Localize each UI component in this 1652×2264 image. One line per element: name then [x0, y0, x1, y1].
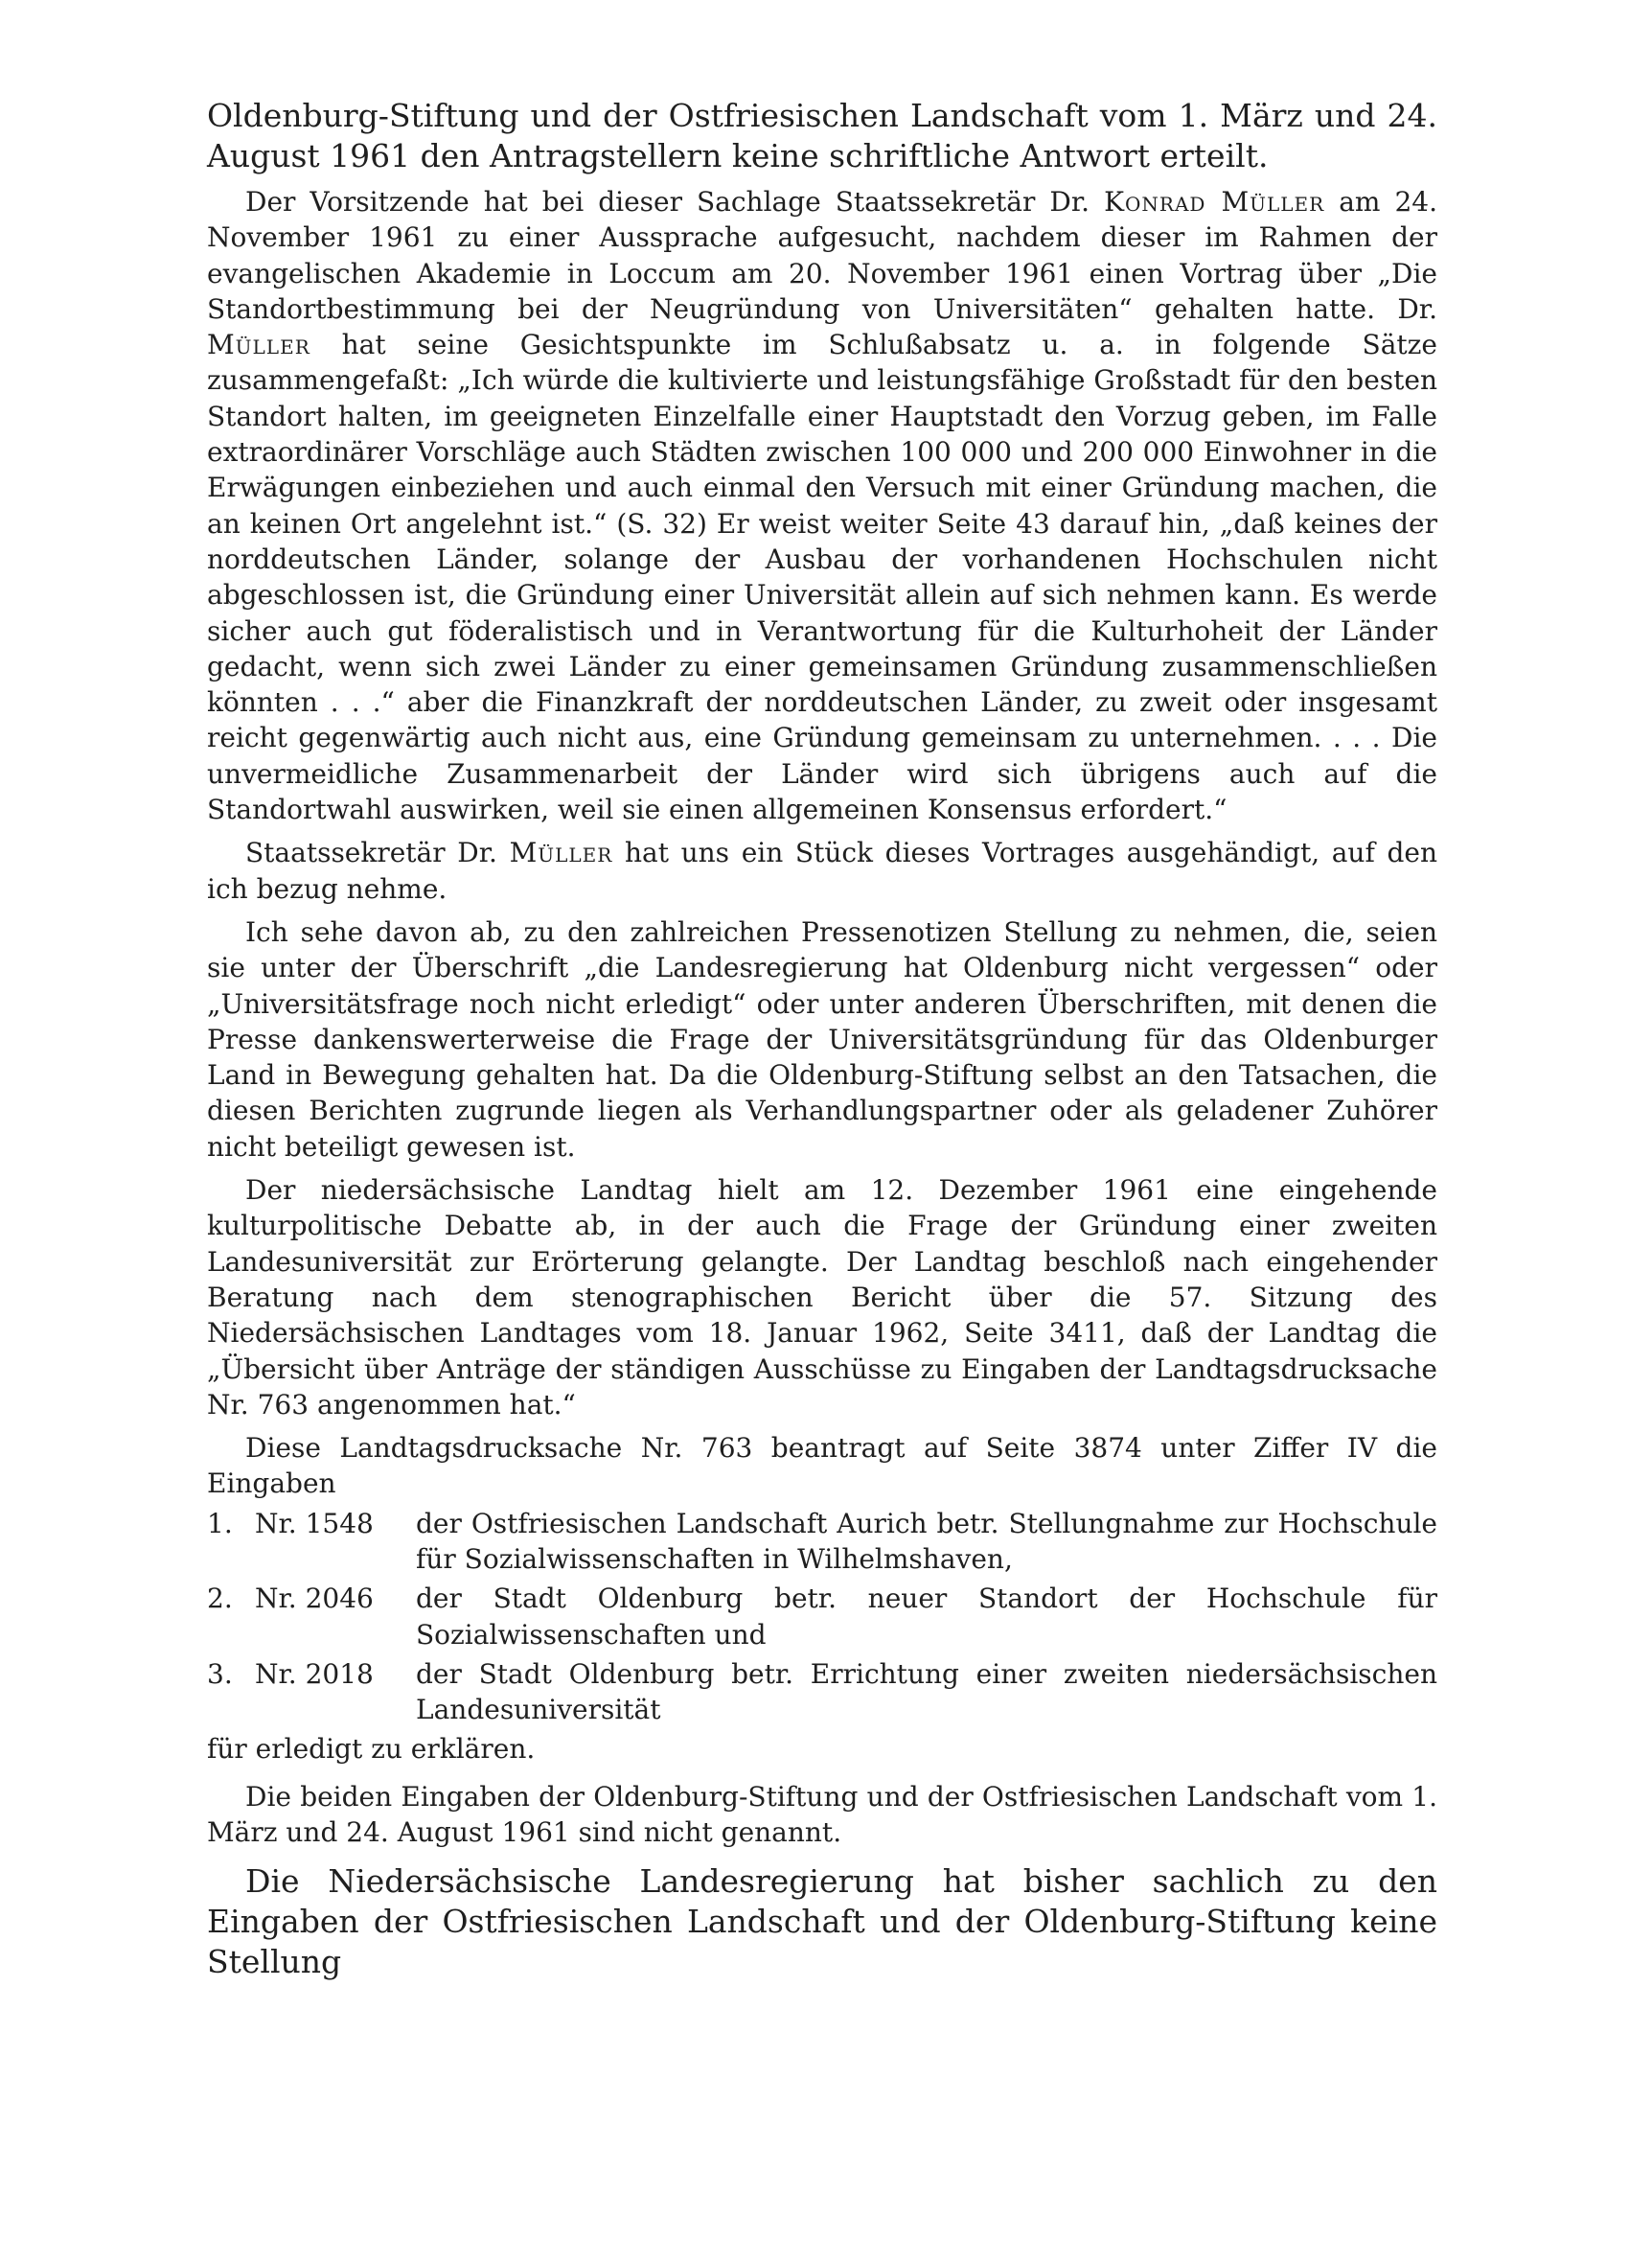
eingaben-list	[207, 1506, 1437, 1728]
intro-paragraph: Oldenburg-Stiftung und der Ostfriesischen Landschaft vom 1. März und 24. August 1961 den Antragstellern keine schriftliche Antwort erteilt.	[207, 97, 1437, 174]
list-item-number: 1.	[207, 1507, 233, 1539]
person-name-mueller: Müller	[207, 329, 310, 361]
presse-paragraph: Ich sehe davon ab, zu den zahlreichen Pressenotizen Stellung zu nehmen, die, seien sie unter der Überschrift „die Landesregierung hat Oldenburg nicht vergessen“ oder „Universitätsfrage noch nicht erledigt“ oder unter anderen Überschriften, mit denen die Presse dankenswerterweise die Frage der Universitätsgründung für das Oldenburger Land in Bewegung gehalten hat. Da die Oldenburg-Stiftung selbst an den Tatsachen, die diesen Berichten zugrunde liegen als Verhandlungspartner oder als geladener Zuhörer nicht beteiligt gewesen ist.	[207, 915, 1437, 1163]
text-column	[207, 96, 1437, 1982]
erledigt-paragraph: für erledigt zu erklären.	[207, 1733, 536, 1766]
list-item	[207, 1656, 1437, 1728]
vorsitzender-text-a: Der Vorsitzende hat bei dieser Sachlage Staatssekretär Dr.	[245, 186, 1105, 218]
list-item-reference: Nr. 1548	[255, 1507, 374, 1539]
staatssekretaer-text-a: Staatssekretär Dr.	[245, 837, 510, 869]
list-item-text: der Ostfriesischen Landschaft Aurich betr. Stellungnahme zur Hochschule für Sozialwissenschaften in Wilhelmshaven,	[416, 1507, 1437, 1575]
vorsitzender-text-c: hat seine Gesichtspunkte im Schlußabsatz u. a. in folgende Sätze zusammengefaßt: „Ich würde die kultivierte und leistungsfähige Großstadt für den besten Standort halten, im geeigneten Einzelfalle einer Hauptstadt den Vorzug geben, im Falle extraordinärer Vorschläge auch Städten zwischen 100 000 und 200 000 Einwohner in die Erwägungen einbeziehen und auch einmal den Versuch mit einer Gründung machen, die an keinen Ort angelehnt ist.“ (S. 32) Er weist weiter Seite 43 darauf hin, „daß keines der norddeutschen Länder, solange der Ausbau der vorhandenen Hochschulen nicht abgeschlossen ist, die Gründung einer Universität allein auf sich nehmen kann. Es werde sicher auch gut föderalistisch und in Verantwortung für die Kulturhoheit der Länder gedacht, wenn sich zwei Länder zu einer gemeinsamen Gründung zusammenschließen könnten . . .“ aber die Finanzkraft der norddeutschen Länder, zu zweit oder insgesamt reicht gegenwärtig auch nicht aus, eine Gründung gemeinsam zu unternehmen. . . . Die unvermeidliche Zusammenarbeit der Länder wird sich übrigens auch auf die Standortwahl auswirken, weil sie einen allgemeinen Konsensus erfordert.“	[207, 329, 1437, 826]
list-item	[207, 1581, 1437, 1652]
person-name-konrad-mueller: Konrad Müller	[1104, 186, 1325, 218]
landtag-paragraph: Der niedersächsische Landtag hielt am 12. Dezember 1961 eine eingehende kulturpolitische Debatte ab, in der auch die Frage der Gründung einer zweiten Landesuniversität zur Erörterung gelangte. Der Landtag beschloß nach eingehender Beratung nach dem stenographischen Bericht über die 57. Sitzung des Niedersächsischen Landtages vom 18. Januar 1962, Seite 3411, daß der Landtag die „Übersicht über Anträge der ständigen Ausschüsse zu Eingaben der Landtagsdrucksache Nr. 763 angenommen hat.“	[207, 1174, 1437, 1421]
list-item-reference: Nr. 2018	[255, 1657, 374, 1690]
drucksache-paragraph: Diese Landtagsdrucksache Nr. 763 beantragt auf Seite 3874 unter Ziffer IV die Eingaben	[207, 1432, 1437, 1500]
landesregierung-paragraph: Die Niedersächsische Landesregierung hat bisher sachlich zu den Eingaben der Ostfriesischen Landschaft und der Oldenburg-Stiftung keine Stellung	[207, 1862, 1437, 1981]
vorsitzender-paragraph	[207, 184, 1437, 827]
list-item	[207, 1506, 1437, 1578]
list-item-number: 3.	[207, 1657, 233, 1690]
list-item-number: 2.	[207, 1582, 233, 1615]
vorsitzender-text-b: am 24. November 1961 zu einer Aussprache aufgesucht, nachdem dieser im Rahmen der evangelischen Akademie in Loccum am 20. November 1961 einen Vortrag über „Die Standortbestimmung bei der Neugründung von Universitäten“ gehalten hatte. Dr.	[207, 186, 1438, 325]
staatssekretaer-paragraph	[207, 835, 1437, 907]
list-item-text: der Stadt Oldenburg betr. Errichtung einer zweiten niedersächsischen Landesuniversität	[416, 1657, 1437, 1726]
person-name-mueller-2: Müller	[509, 837, 613, 869]
list-item-text: der Stadt Oldenburg betr. neuer Standort der Hochschule für Sozialwissenschaften und	[416, 1582, 1437, 1651]
nicht-genannt-paragraph: Die beiden Eingaben der Oldenburg-Stiftung und der Ostfriesischen Landschaft vom 1. März und 24. August 1961 sind nicht genannt.	[207, 1780, 1437, 1849]
list-item-reference: Nr. 2046	[255, 1582, 374, 1615]
staatssekretaer-text-b: hat uns ein Stück dieses Vortrages ausgehändigt, auf den ich bezug nehme.	[207, 837, 1437, 905]
